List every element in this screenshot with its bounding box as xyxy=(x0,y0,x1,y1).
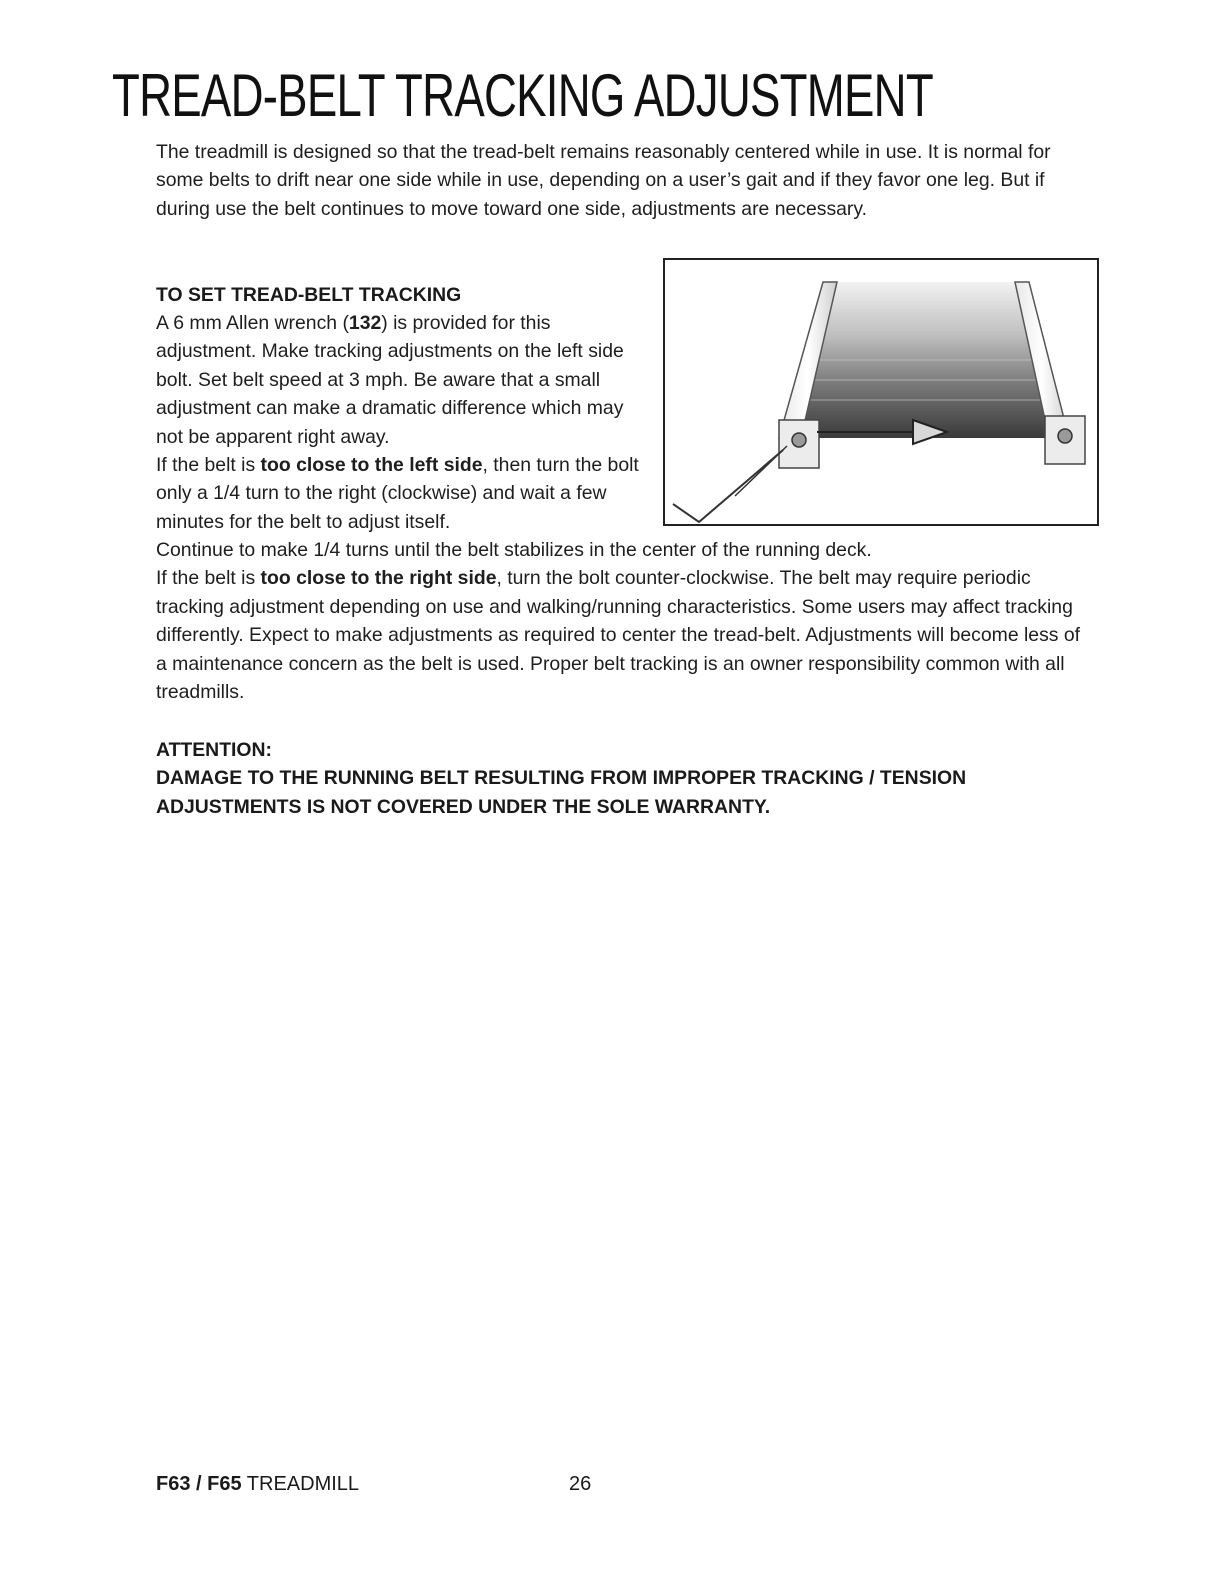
attention-label: ATTENTION: xyxy=(156,739,272,761)
instruction-text: , turn the bolt counter-clockwise. The belt may require periodic tracking adjustment depending on use and walking/running characteristics. Some users may affect tracking differently. Expect to make adjustments as required to center the tread-belt. Adjustments will become less of a maintenance concern as the belt is used. Proper belt tracking is an owner responsibility common with all treadmills. xyxy=(156,567,1081,704)
warranty-warning: DAMAGE TO THE RUNNING BELT RESULTING FROM IMPROPER TRACKING / TENSION ADJUSTMENTS IS NOT COVERED UNDER THE SOLE WARRANTY. xyxy=(156,767,967,818)
instruction-text: Continue to make 1/4 turns until the belt stabilizes in the center of the running deck. xyxy=(156,539,872,561)
allen-wrench xyxy=(673,450,783,522)
part-number: 132 xyxy=(348,312,382,334)
instruction-text: If the belt is xyxy=(156,567,261,590)
page-number: 26 xyxy=(569,1473,592,1495)
instruction-text: ) is provided for this adjustment. Make tracking adjustments on the left side bolt. Set belt speed at 3 mph. Be aware that a small adjustment can make a dramatic difference which may not be apparent right away. xyxy=(156,312,624,448)
treadmill-belt-drawing xyxy=(665,260,1097,524)
pointer-line xyxy=(735,446,787,496)
tracking-instructions xyxy=(156,309,654,536)
left-bolt xyxy=(792,433,806,447)
right-bolt xyxy=(1058,429,1072,443)
instruction-text: If the belt is xyxy=(156,454,261,477)
tread-belt-illustration xyxy=(663,258,1099,526)
model-number: F63 / F65 xyxy=(156,1473,242,1495)
intro-paragraph: The treadmill is designed so that the tread-belt remains reasonably centered while in use. It is normal for some belts to drift near one side while in use, depending on a user’s gait and if they favor one leg. But if during use the belt continues to move toward one side, adjustments are necessary. xyxy=(156,141,1051,220)
instruction-text: A 6 mm Allen wrench ( xyxy=(156,312,349,334)
instruction-text: , then turn the bolt only a 1/4 turn to the right (clockwise) and wait a few minutes for the belt to adjust itself. xyxy=(156,454,639,533)
footer-model xyxy=(156,1470,359,1498)
tracking-continued xyxy=(156,536,1096,706)
emphasis-right-side: too close to the right side xyxy=(260,567,497,590)
product-name: TREADMILL xyxy=(241,1473,360,1495)
attention-notice xyxy=(156,736,1116,821)
page-title: TREAD-BELT TRACKING ADJUSTMENT xyxy=(112,62,933,129)
section-heading: TO SET TREAD-BELT TRACKING xyxy=(156,284,462,306)
emphasis-left-side: too close to the left side xyxy=(260,454,483,477)
